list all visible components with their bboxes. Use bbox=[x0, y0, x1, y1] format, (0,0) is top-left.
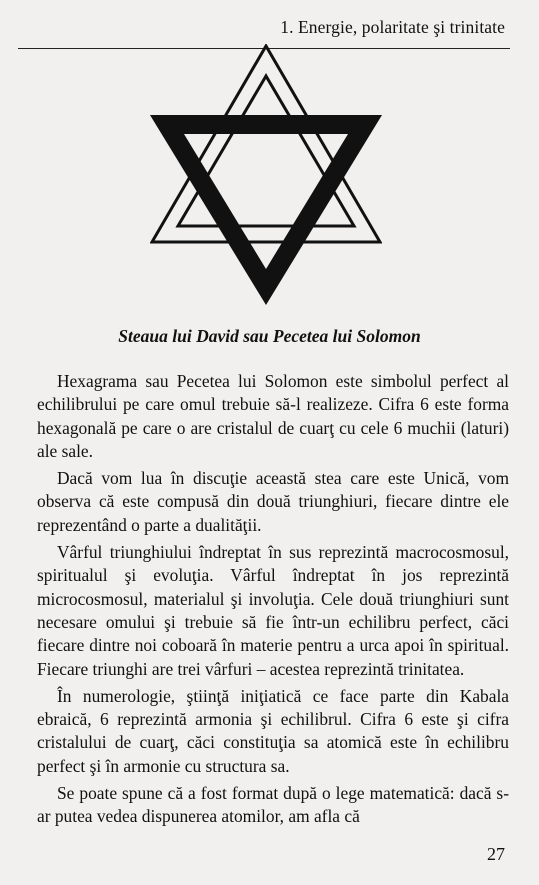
paragraph: În numerologie, ştiinţă iniţiatică ce face parte din Kabala ebraică, 6 reprezintă armonia şi echilibrul. Cifra 6 este şi cifra cristalului de cuarţ, căci constituţia sa atomică este în echilibru perfect şi în armonie cu structura sa. bbox=[37, 685, 509, 776]
paragraph: Vârful triunghiului îndreptat în sus reprezintă macrocosmosul, spiritualul şi evoluţia. Vârful îndreptat în jos reprezintă microcosmosul, materialul şi involuţia. Cele două triunghiuri sunt necesare omului şi trebuie să fie într-un echilibru perfect, căci fiecare dintre noi coboară în materie pentru a urca apoi în spiritual. Fiecare triunghi are trei vârfuri – acestea reprezintă trinitatea. bbox=[37, 542, 509, 679]
star-of-david-icon bbox=[150, 44, 382, 308]
body-text bbox=[37, 370, 509, 829]
figure-caption: Steaua lui David sau Pecetea lui Solomon bbox=[118, 326, 421, 346]
running-header: 1. Energie, polaritate şi trinitate bbox=[280, 17, 505, 37]
paragraph: Dacă vom lua în discuţie această stea care este Unică, vom observa că este compusă din două triunghiuri, fiecare dintre ele reprezentând o parte a dualităţii. bbox=[37, 468, 509, 535]
paragraph: Hexagrama sau Pecetea lui Solomon este simbolul perfect al echilibrului pe care omul trebuie să-l realizeze. Cifra 6 este forma hexagonală pe care o are cristalul de cuarţ cu cele 6 muchii (laturi) ale sale. bbox=[37, 371, 509, 461]
paragraph: Se poate spune că a fost format după o lege matematică: dacă s-ar putea vedea dispunerea atomilor, am afla că bbox=[37, 783, 509, 827]
page-number: 27 bbox=[487, 844, 505, 864]
